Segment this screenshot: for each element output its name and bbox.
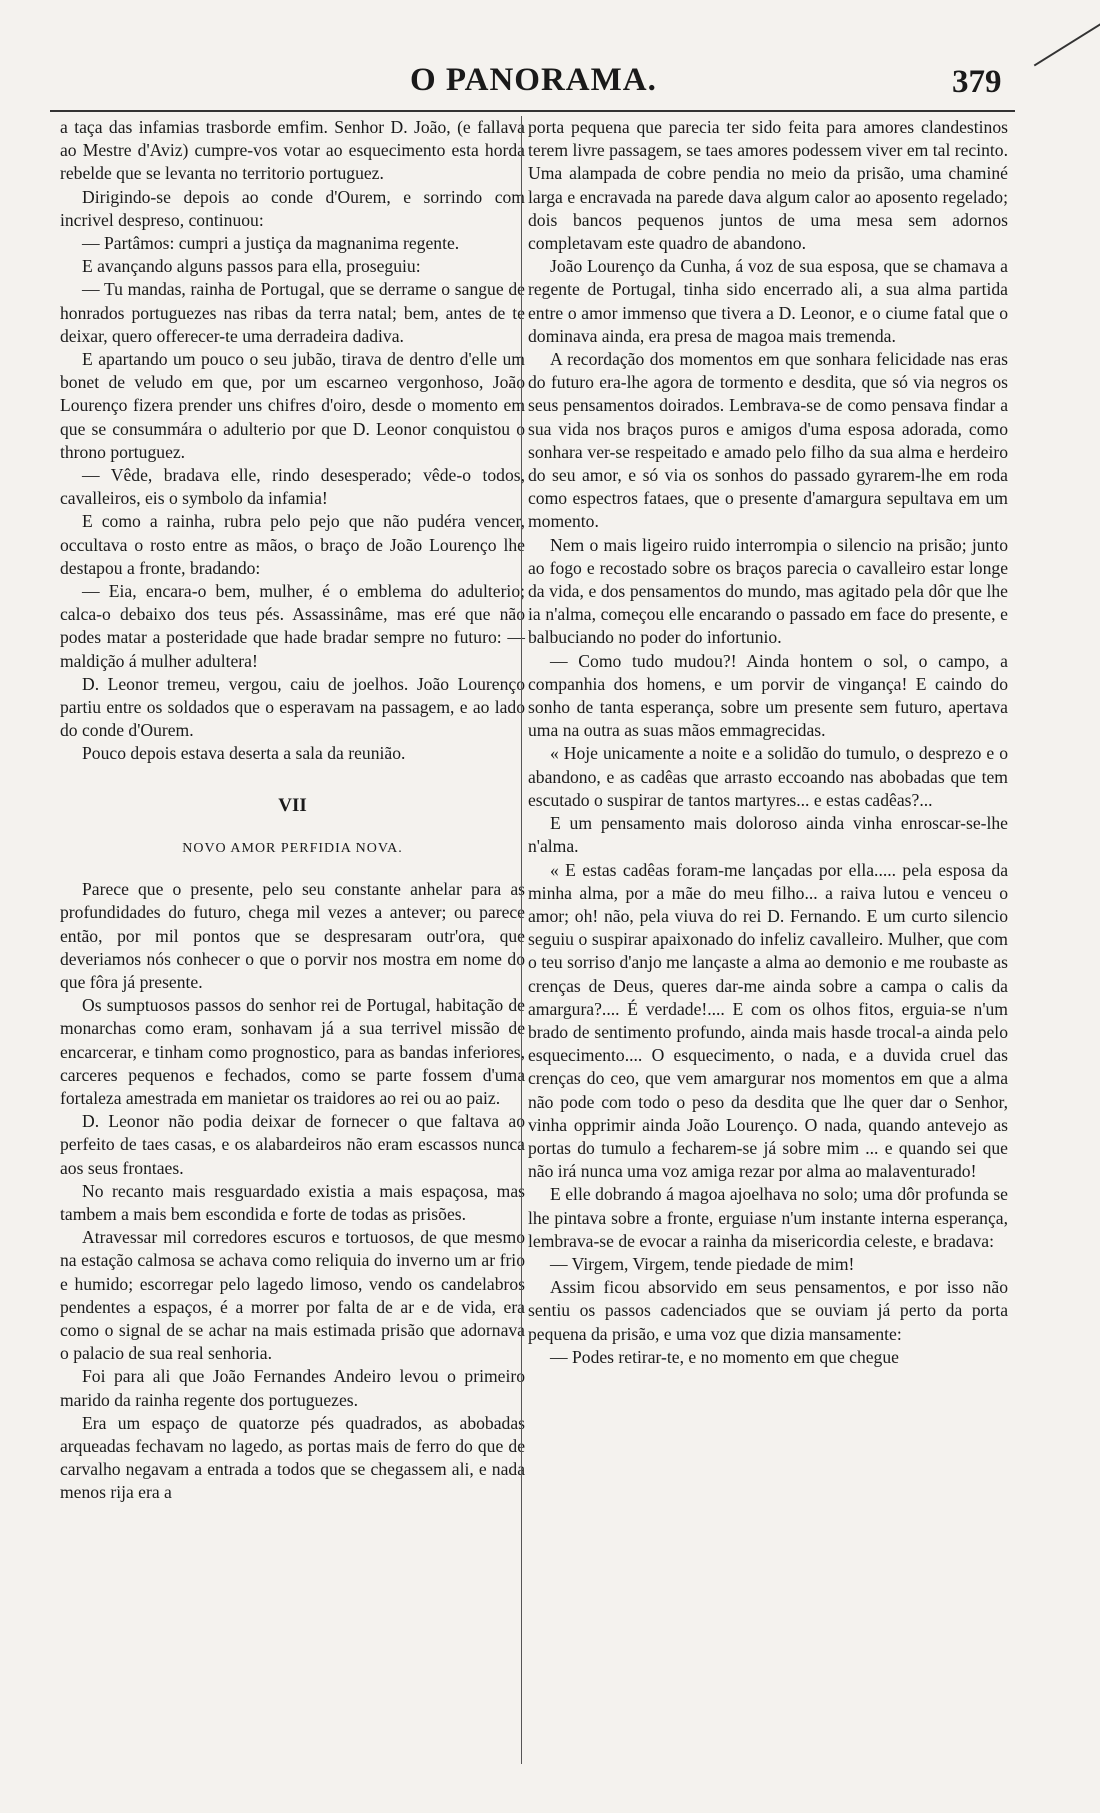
paragraph: Os sumptuosos passos do senhor rei de Portugal, habitação de monarchas como eram, sonhavam já a sua terrivel missão de encarcerar, e tinham como prognostico, para as bandas inferiores, carceres pequenos e fechados, como se parte fossem d'uma fortaleza amestrada em manietar os traidores ao rei ou ao paiz. xyxy=(60,995,525,1108)
corner-pen-mark xyxy=(1002,0,1100,66)
paragraph: D. Leonor tremeu, vergou, caiu de joelhos. João Lourenço partiu entre os soldados que o esperavam na passagem, e ao lado do conde d'Ourem. xyxy=(60,673,525,741)
section-number: VII xyxy=(278,794,307,816)
paragraph: No recanto mais resguardado existia a mais espaçosa, mas tambem a mais bem escondida e forte de todas as prisões. xyxy=(60,1180,525,1224)
paragraph: A recordação dos momentos em que sonhara felicidade nas eras do futuro era-lhe agora de tormento e desdita, que só via negros os seus pensamentos doirados. Lembrava-se de como pensava findar a sua vida nos braços puros e amigos d'uma esposa adorada, como sonhara ver-se respeitado e amado pelo filho da sua alma e herdeiro do seu amor, e só via os sonhos do passado gyrarem-lhe em roda como espectros fataes, que o presente d'amargura sepultava em um momento. xyxy=(528,349,1008,532)
paragraph: Assim ficou absorvido em seus pensamentos, e por isso não sentiu os passos cadenciados que se ouviam já perto da porta pequena da prisão, e uma voz que dizia mansamente: xyxy=(528,1277,1008,1344)
page-title: O PANORAMA. xyxy=(410,62,657,98)
paragraph: E avançando alguns passos para ella, proseguiu: xyxy=(82,256,421,277)
section-title: NOVO AMOR PERFIDIA NOVA. xyxy=(182,840,403,856)
paragraph: — Virgem, Virgem, tende piedade de mim! xyxy=(550,1253,855,1274)
paragraph: Pouco depois estava deserta a sala da reunião. xyxy=(82,743,406,764)
paragraph: « Hoje unicamente a noite e a solidão do tumulo, o desprezo e o abandono, e as cadêas que arrasto eccoando nas abobadas que tem escutado o suspirar de tantos martyres... e estas cadêas?... xyxy=(528,743,1008,810)
header-rule xyxy=(50,110,1015,112)
paragraph: — Partâmos: cumpri a justiça da magnanima regente. xyxy=(82,233,460,254)
page-number: 379 xyxy=(952,64,1002,100)
paragraph: Parece que o presente, pelo seu constante anhelar para as profundidades do futuro, chega mil vezes a antever; ou parece então, por mil pontos que se despresaram outr'ora, que deveriamos nós conhecer o que o porvir nos mostra em nome do que fôra já presente. xyxy=(60,879,525,992)
paragraph: E apartando um pouco o seu jubão, tirava de dentro d'elle um bonet de veludo em que, por um escarneo vergonhoso, João Lourenço fizera prender uns chifres d'oiro, desde o momento em que se consummára o adulterio por que D. Leonor conquistou o throno portuguez. xyxy=(60,349,525,462)
right-column xyxy=(528,116,1008,1369)
paragraph: — Como tudo mudou?! Ainda hontem o sol, o campo, a companhia dos homens, e um porvir de vingança! E caindo do sonho de tanta esperança, sobre um presente sem futuro, apertava uma na outra as suas mãos emmagrecidas. xyxy=(528,650,1008,741)
paragraph: Dirigindo-se depois ao conde d'Ourem, e sorrindo com incrivel despreso, continuou: xyxy=(60,186,525,230)
paragraph: Nem o mais ligeiro ruido interrompia o silencio na prisão; junto ao fogo e recostado sobre os braços parecia o cavalleiro estar longe da vida, e dos pensamentos do mundo, mas agitado pela dôr que lhe ia n'alma, começou elle encarando o passado em face do presente, e balbuciando no poder do infortunio. xyxy=(528,534,1008,648)
paragraph: D. Leonor não podia deixar de fornecer o que faltava ao perfeito de taes casas, e os alabardeiros não eram escassos nunca aos seus frontaes. xyxy=(60,1111,525,1178)
paragraph: — Tu mandas, rainha de Portugal, que se derrame o sangue de honrados portuguezes nas ribas da terra natal; bem, antes de te deixar, quero offerecer-te uma derradeira dadiva. xyxy=(60,279,525,346)
paragraph: E como a rainha, rubra pelo pejo que não pudéra vencer, occultava o rosto entre as mãos, o braço de João Lourenço lhe destapou a fronte, bradando: xyxy=(60,511,525,578)
paragraph: « E estas cadêas foram-me lançadas por ella..... pela esposa da minha alma, por a mãe do meu filho... a raiva lutou e venceu o amor; oh! não, pela viuva do rei D. Fernando. E um curto silencio seguiu o suspirar apaixonado do infeliz cavalleiro. Mulher, que com o teu sorriso d'anjo me lançaste a alma ao demonio e me roubaste as crenças de Deus, queres dar-me ainda sobre a campa o calis da amargura?.... É verdade!.... E com os olhos fitos, erguia-se n'um brado de sentimento profundo, ainda mais hasde trocal-a ainda pelo esquecimento.... O esquecimento, o nada, e a duvida cruel das crenças do ceo, que vem amargurar nos momentos em que a alma não pode com todo o peso da desdita que lhe quer dar o Senhor, vinha opprimir ainda João Lourenço. O nada, quando antevejo as portas do tumulo a fecharem-se já sobre mim ... e quando sei que não irá nunca uma voz amiga rezar por alma ao malaventurado! xyxy=(528,859,1008,1182)
paragraph: E elle dobrando á magoa ajoelhava no solo; uma dôr profunda se lhe pintava sobre a fronte, erguiase n'um instante interna esperança, lembrava-se de evocar a rainha da misericordia celeste, e bradava: xyxy=(528,1184,1008,1251)
paragraph: — Vêde, bradava elle, rindo desesperado; vêde-o todos, cavalleiros, eis o symbolo da infamia! xyxy=(60,465,525,509)
paragraph: — Eia, encara-o bem, mulher, é o emblema do adulterio; calca-o debaixo dos teus pés. Assassinâme, mas eré que não podes matar a posteridade que hade bradar sempre no futuro: — maldição á mulher adultera! xyxy=(60,581,525,671)
paragraph: — Podes retirar-te, e no momento em que chegue xyxy=(550,1346,899,1367)
paragraph: E um pensamento mais doloroso ainda vinha enroscar-se-lhe n'alma. xyxy=(528,813,1008,857)
paragraph: porta pequena que parecia ter sido feita para amores clandestinos terem livre passagem, se taes amores podessem viver em tal recinto. Uma alampada de cobre pendia no meio da prisão, uma chaminé larga e encravada na parede dava algum calor ao aposento regelado; dois bancos pequenos juntos de uma mesa sem adornos completavam este quadro de abandono. xyxy=(528,117,1008,254)
paragraph: Era um espaço de quatorze pés quadrados, as abobadas arqueadas fechavam no lagedo, as portas mais de ferro do que de carvalho negavam a entrada a todos que se chegassem ali, e nada menos rija era a xyxy=(60,1412,525,1503)
paragraph: Atravessar mil corredores escuros e tortuosos, de que mesmo na estação calmosa se achava como reliquia do inverno um ar frio e humido; escorregar pelo lagedo limoso, vendo os candelabros pendentes a espaços, é a morrer por falta de ar e de vida, era como o signal de se achar na mais estimada prisão que adornava o palacio de sua real senhoria. xyxy=(60,1227,525,1364)
left-column xyxy=(60,116,525,1505)
paragraph: Foi para ali que João Fernandes Andeiro levou o primeiro marido da rainha regente dos portuguezes. xyxy=(60,1366,525,1410)
paragraph: a taça das infamias trasborde emfim. Senhor D. João, (e fallava ao Mestre d'Aviz) cumpre-vos votar ao esquecimento esta horda rebelde que se levanta no territorio portuguez. xyxy=(60,117,525,184)
column-divider xyxy=(521,116,522,1764)
paragraph: João Lourenço da Cunha, á voz de sua esposa, que se chamava a regente de Portugal, tinha sido encerrado ali, a sua alma partida entre o amor immenso que tivera a D. Leonor, e o ciume fatal que o dominava ainda, era presa de magoa mais tremenda. xyxy=(528,256,1008,346)
